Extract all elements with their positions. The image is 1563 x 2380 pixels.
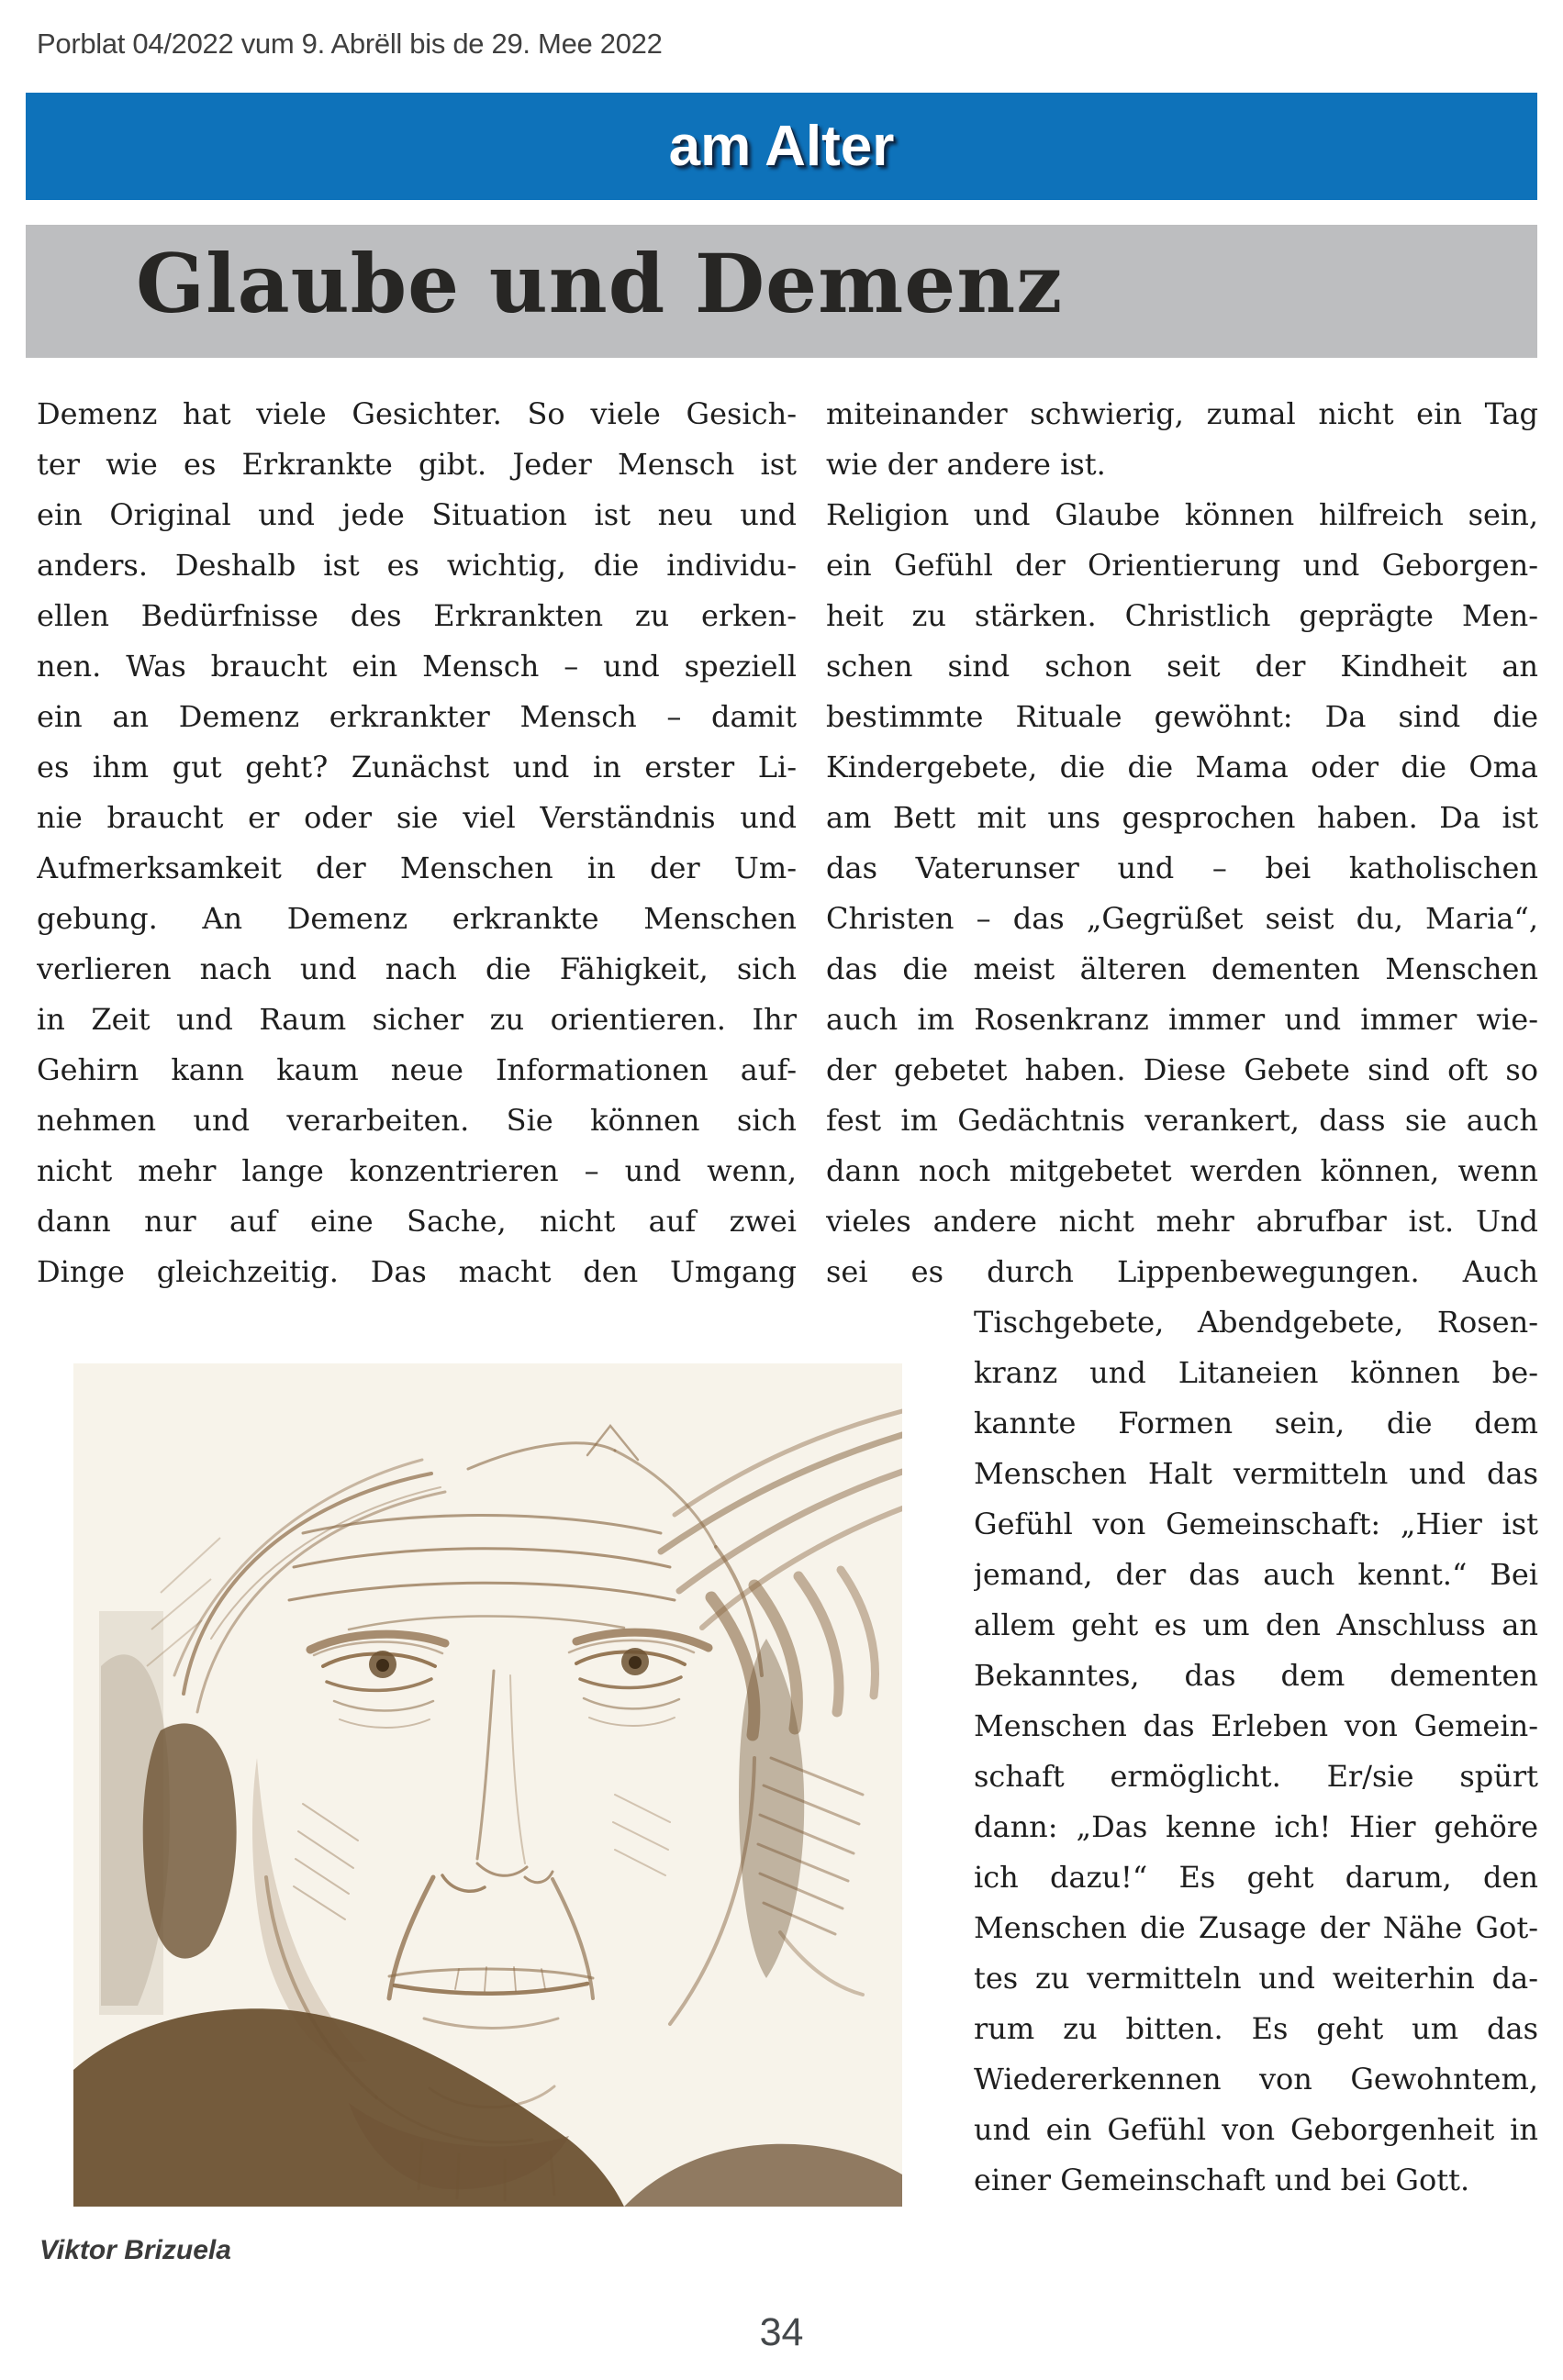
text-line: Tischgebete, Abendgebete, Rosen-: [974, 1305, 1538, 1340]
article-column-left: [37, 389, 797, 1297]
text-line: Kindergebete, die die Mama oder die Oma: [826, 750, 1538, 784]
text-line: am Bett mit uns gesprochen haben. Da ist: [826, 800, 1538, 835]
text-line: Demenz hat viele Gesichter. So viele Gesich-: [37, 396, 797, 431]
text-line: ellen Bedürfnisse des Erkrankten zu erken-: [37, 598, 797, 633]
text-line: sei es durch Lippenbewegungen. Auch: [826, 1254, 1538, 1289]
text-line: anders. Deshalb ist es wichtig, die individu-: [37, 548, 797, 583]
text-line: schen sind schon seit der Kindheit an: [826, 649, 1538, 684]
text-line: tes zu vermitteln und weiterhin da-: [974, 1961, 1538, 1996]
text-line: gebung. An Demenz erkrankte Menschen: [37, 901, 797, 936]
text-line: nicht mehr lange konzentrieren – und wenn,: [37, 1153, 797, 1188]
article-title-banner: [26, 225, 1537, 358]
text-line: ich dazu!“ Es geht darum, den: [974, 1860, 1538, 1895]
article-column-right: [826, 389, 1538, 1297]
text-line: ein Original und jede Situation ist neu und: [37, 497, 797, 532]
text-line: nie braucht er oder sie viel Verständnis und: [37, 800, 797, 835]
article-column-right-wrapped: [974, 1297, 1538, 2206]
text-line: Gehirn kann kaum neue Informationen auf-: [37, 1052, 797, 1087]
text-line: dann noch mitgebetet werden können, wenn: [826, 1153, 1538, 1188]
text-line: ein an Demenz erkrankter Mensch – damit: [37, 699, 797, 734]
text-line: allem geht es um den Anschluss an: [974, 1607, 1538, 1642]
text-line: vieles andere nicht mehr abrufbar ist. Und: [826, 1204, 1538, 1239]
text-line: Wiedererkennen von Gewohntem,: [974, 2062, 1538, 2096]
text-line: Menschen das Erleben von Gemein-: [974, 1708, 1538, 1743]
text-line: das Vaterunser und – bei katholischen: [826, 851, 1538, 885]
text-line: rum zu bitten. Es geht um das: [974, 2011, 1538, 2046]
text-line: miteinander schwierig, zumal nicht ein Tag: [826, 396, 1538, 431]
text-line: bestimmte Rituale gewöhnt: Da sind die: [826, 699, 1538, 734]
text-line: Bekanntes, das dem dementen: [974, 1658, 1538, 1693]
text-line: dann nur auf eine Sache, nicht auf zwei: [37, 1204, 797, 1239]
text-line: auch im Rosenkranz immer und immer wie-: [826, 1002, 1538, 1037]
text-line: einer Gemeinschaft und bei Gott.: [974, 2163, 1470, 2197]
issue-header: Porblat 04/2022 vum 9. Abrëll bis de 29. Mee 2022: [37, 28, 663, 60]
text-line: kannte Formen sein, die dem: [974, 1406, 1538, 1440]
text-line: der gebetet haben. Diese Gebete sind oft so: [826, 1052, 1538, 1087]
portrait-sketch-image: [73, 1363, 902, 2207]
text-line: Religion und Glaube können hilfreich sein,: [826, 497, 1538, 532]
section-banner-label: am Alter: [668, 115, 895, 178]
text-line: und ein Gefühl von Geborgenheit in: [974, 2112, 1538, 2147]
text-line: dann: „Das kenne ich! Hier gehöre: [974, 1809, 1538, 1844]
text-line: ter wie es Erkrankte gibt. Jeder Mensch ist: [37, 447, 797, 482]
text-line: jemand, der das auch kennt.“ Bei: [974, 1557, 1538, 1592]
text-line: schaft ermöglicht. Er/sie spürt: [974, 1759, 1538, 1794]
text-line: Menschen die Zusage der Nähe Got-: [974, 1910, 1538, 1945]
article-title: Glaube und Demenz: [136, 236, 1064, 331]
section-banner: [26, 93, 1537, 200]
text-line: wie der andere ist.: [826, 447, 1106, 482]
text-line: Menschen Halt vermitteln und das: [974, 1456, 1538, 1491]
text-line: verlieren nach und nach die Fähigkeit, sich: [37, 951, 797, 986]
text-line: nehmen und verarbeiten. Sie können sich: [37, 1103, 797, 1138]
text-line: heit zu stärken. Christlich geprägte Men-: [826, 598, 1538, 633]
text-line: Gefühl von Gemeinschaft: „Hier ist: [974, 1507, 1538, 1541]
portrait-figure: [73, 1363, 902, 2207]
text-line: nen. Was braucht ein Mensch – und speziell: [37, 649, 797, 684]
text-line: das die meist älteren dementen Menschen: [826, 951, 1538, 986]
text-line: kranz und Litaneien können be-: [974, 1355, 1538, 1390]
text-line: Christen – das „Gegrüßet seist du, Maria“,: [826, 901, 1538, 936]
text-line: Dinge gleichzeitig. Das macht den Umgang: [37, 1254, 797, 1289]
text-line: in Zeit und Raum sicher zu orientieren. Ihr: [37, 1002, 797, 1037]
page-number: 34: [759, 2310, 804, 2354]
figure-caption: Viktor Brizuela: [39, 2235, 231, 2265]
text-line: es ihm gut geht? Zunächst und in erster Li-: [37, 750, 797, 784]
text-line: Aufmerksamkeit der Menschen in der Um-: [37, 851, 797, 885]
text-line: ein Gefühl der Orientierung und Geborgen-: [826, 548, 1538, 583]
text-line: fest im Gedächtnis verankert, dass sie auch: [826, 1103, 1538, 1138]
